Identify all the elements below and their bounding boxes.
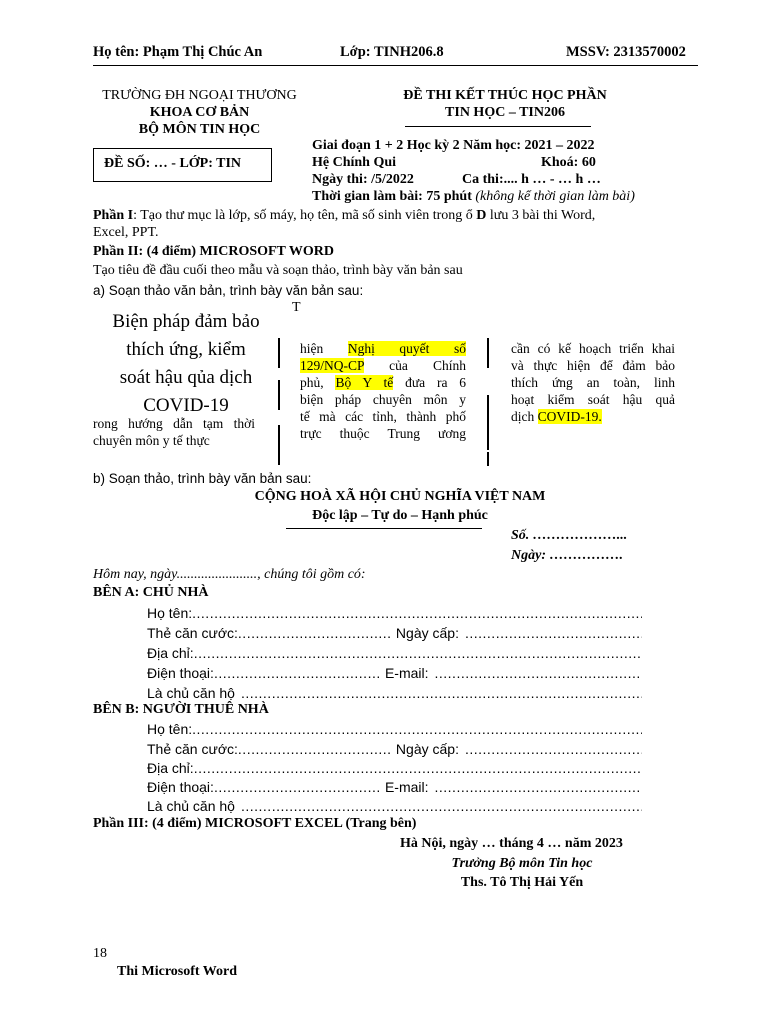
footer-label: Thi Microsoft Word — [117, 964, 238, 979]
party-b-id-row — [147, 741, 642, 758]
field-label: Điện thoại: — [147, 665, 214, 681]
field-label: Ngày cấp: — [395, 625, 459, 641]
column-divider — [278, 380, 280, 410]
duration-text: Thời gian làm bài: 75 phút — [312, 189, 472, 204]
nation-motto: Độc lập – Tự do – Hạnh phúc — [312, 508, 488, 523]
col3-line: thích ứng an toàn, linh — [511, 375, 675, 390]
field-label: Họ tên: — [147, 605, 193, 621]
article-title-line: soát hậu qủa dịch — [119, 367, 253, 388]
contract-intro: Hôm nay, ngày......................., chúng tôi gồm có: — [93, 567, 366, 582]
motto-rule — [286, 528, 482, 529]
col2-line: trực thuộc Trung ương — [300, 426, 466, 441]
exam-date: Ngày thi: /5/2022 — [312, 172, 414, 187]
faculty-name: KHOA CƠ BẢN — [149, 105, 250, 120]
exam-subject: TIN HỌC – TIN206 — [445, 105, 565, 120]
highlight-resolution: Nghị quyết số — [347, 341, 466, 356]
party-a-id-row — [147, 625, 642, 642]
part2-title: Phần II: (4 điểm) MICROSOFT WORD — [93, 244, 335, 259]
exam-code-box — [93, 148, 272, 182]
party-a-title: BÊN A: CHỦ NHÀ — [93, 585, 209, 600]
col3-line — [511, 408, 675, 425]
field-label: Là chủ căn hộ — [147, 685, 235, 701]
article-title-line: Biện pháp đảm bảo — [112, 311, 260, 332]
field-dots — [238, 741, 390, 758]
nation-title: CỘNG HOÀ XÃ HỘI CHỦ NGHĨA VIỆT NAM — [254, 489, 546, 504]
field-label: Địa chỉ: — [147, 645, 194, 661]
article-title-line: COVID-19 — [143, 395, 229, 416]
col2-line: biện pháp chuyên môn y — [300, 392, 466, 407]
column-divider — [278, 425, 280, 465]
highlight-resolution-number: 129/NQ-CP — [300, 358, 365, 373]
col3-line: và thực hiện để đảm bảo — [511, 358, 675, 373]
party-b-address-row — [147, 760, 642, 777]
highlight-covid: COVID-19 — [537, 409, 599, 424]
part1-line1 — [93, 208, 595, 224]
article-title-line: thích ứng, kiểm — [126, 339, 246, 360]
part1-text-a: : Tạo thư mục là lớp, số máy, họ tên, mã số sinh viên trong ổ — [133, 208, 477, 223]
party-b-name-row — [147, 721, 642, 738]
column-divider — [487, 395, 489, 450]
contract-date: Ngày: ……………. — [511, 548, 623, 563]
field-dots — [192, 721, 642, 738]
col3-line: hoạt kiểm soát hậu quả — [511, 392, 675, 407]
field-label: Điện thoại: — [147, 779, 214, 795]
exam-title: ĐỀ THI KẾT THÚC HỌC PHẦN — [403, 88, 607, 103]
title-rule — [405, 126, 591, 127]
part2-a-label: a) Soạn thảo văn bản, trình bày văn bản sau: — [93, 283, 364, 298]
col1-line: rong hướng dẫn tạm thời — [93, 416, 255, 431]
signature-role: Trưởng Bộ môn Tin học — [451, 856, 593, 871]
field-dots — [435, 779, 643, 796]
part1-label: Phần I — [93, 208, 134, 223]
student-name: Họ tên: Phạm Thị Chúc An — [93, 44, 263, 60]
part1-drive: D — [476, 208, 487, 223]
exam-code: ĐỀ SỐ: … - LỚP: TIN — [104, 156, 242, 171]
exam-duration — [312, 189, 635, 205]
field-label: Địa chỉ: — [147, 760, 194, 776]
col3-line: cần có kế hoạch triển khai — [511, 341, 675, 356]
highlight-ministry: Bộ Y tế — [335, 375, 394, 390]
field-label: Ngày cấp: — [395, 741, 459, 757]
col2-line — [300, 357, 466, 374]
field-dots — [194, 645, 642, 662]
school-name: TRƯỜNG ĐH NGOẠI THƯƠNG — [102, 88, 297, 103]
page-number: 18 — [93, 946, 107, 961]
field-label: E-mail: — [384, 779, 429, 795]
col2-line — [300, 340, 466, 357]
article-col1 — [93, 415, 255, 449]
field-dots — [192, 605, 642, 622]
contract-number: Số. ………………... — [511, 528, 628, 543]
field-label: E-mail: — [384, 665, 429, 681]
signature-name: Ths. Tô Thị Hải Yến — [460, 875, 584, 890]
field-label: Thẻ căn cước: — [147, 741, 238, 757]
field-dots — [214, 779, 379, 796]
col3-text: dịch — [511, 409, 538, 424]
field-dots — [194, 760, 642, 777]
party-b-owner-row — [147, 798, 642, 815]
column-divider — [278, 338, 280, 368]
part3-title: Phần III: (4 điểm) MICROSOFT EXCEL (Trang bên) — [93, 816, 417, 831]
col3-period: . — [598, 409, 602, 424]
exam-period: Giai đoạn 1 + 2 Học kỳ 2 Năm học: 2021 – 2022 — [312, 138, 595, 153]
column-divider — [487, 338, 489, 368]
field-dots — [465, 741, 642, 758]
col1-line: chuyên môn y tế thực — [93, 433, 210, 448]
signature-place-date: Hà Nội, ngày … tháng 4 … năm 2023 — [400, 836, 623, 851]
field-dots — [241, 798, 642, 815]
field-dots — [241, 685, 642, 702]
field-dots — [465, 625, 642, 642]
part2-intro: Tạo tiêu đề đầu cuối theo mẫu và soạn thảo, trình bày văn bản sau — [93, 263, 463, 278]
party-a-owner-row — [147, 685, 642, 702]
party-a-address-row — [147, 645, 642, 662]
part2-b-label: b) Soạn thảo, trình bày văn bản sau: — [93, 471, 312, 486]
article-dropcap: T — [292, 300, 301, 315]
col2-line: tế mà các tỉnh, thành phố — [300, 409, 466, 424]
column-divider — [487, 452, 489, 466]
header-rule — [93, 65, 698, 66]
field-dots — [214, 665, 379, 682]
article-title — [96, 308, 276, 420]
exam-shift: Ca thi:.... h … - … h … — [462, 172, 601, 187]
student-id: MSSV: 2313570002 — [566, 44, 686, 60]
party-b-phone-row — [147, 779, 642, 796]
col2-text: đưa ra 6 — [393, 375, 467, 390]
field-label: Họ tên: — [147, 721, 193, 737]
col2-text: của Chính — [364, 358, 466, 373]
col2-text: hiện — [300, 341, 348, 356]
field-label: Là chủ căn hộ — [147, 798, 235, 814]
exam-system: Hệ Chính Qui — [312, 155, 397, 170]
part1-line2: Excel, PPT. — [93, 225, 159, 240]
party-b-title: BÊN B: NGƯỜI THUÊ NHÀ — [93, 702, 269, 717]
article-col2 — [300, 340, 466, 442]
article-col3 — [511, 340, 675, 425]
student-class: Lớp: TINH206.8 — [340, 44, 444, 60]
department-name: BỘ MÔN TIN HỌC — [138, 122, 261, 137]
duration-note: (không kể thời gian làm bài) — [475, 189, 635, 204]
part1-text-b: lưu 3 bài thi Word, — [486, 208, 596, 223]
col2-text: phủ, — [300, 375, 336, 390]
field-label: Thẻ căn cước: — [147, 625, 238, 641]
field-dots — [435, 665, 643, 682]
party-a-phone-row — [147, 665, 642, 682]
field-dots — [238, 625, 390, 642]
col2-line — [300, 374, 466, 391]
exam-course: Khoá: 60 — [541, 155, 596, 170]
party-a-name-row — [147, 605, 642, 622]
